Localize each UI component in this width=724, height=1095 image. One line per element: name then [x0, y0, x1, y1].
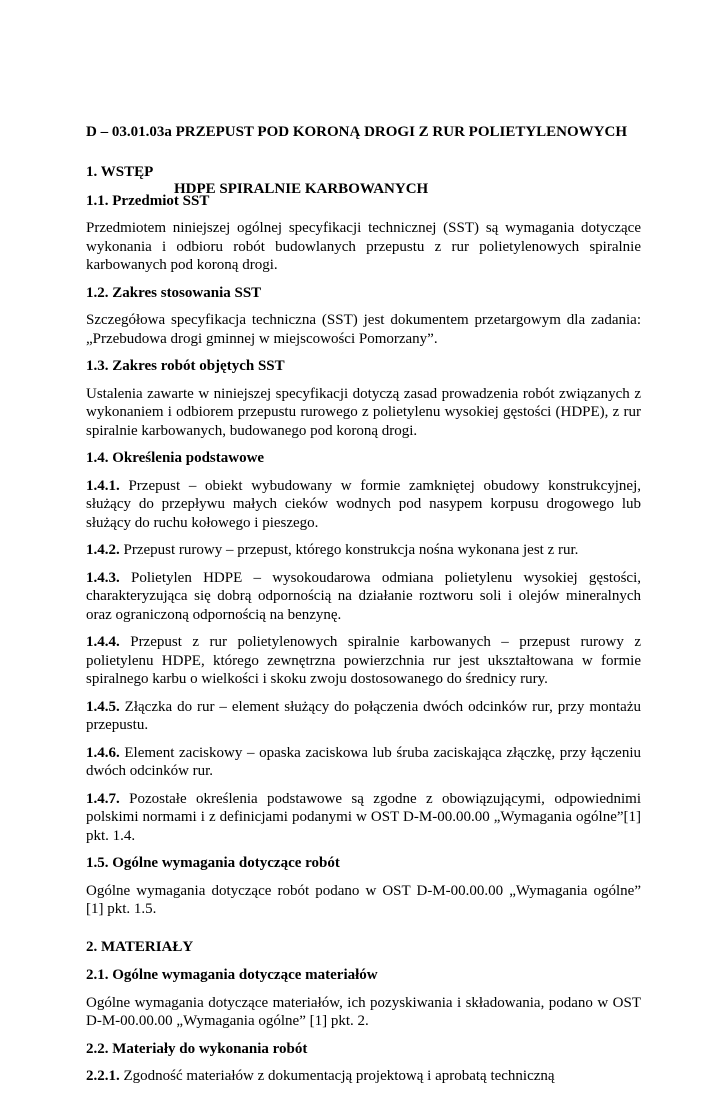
subsection-number: 2.2.1.	[86, 1068, 120, 1084]
section-2-2-1	[86, 1067, 641, 1086]
document-body	[86, 163, 641, 1095]
title-line-1: D – 03.01.03a PRZEPUST POD KORONĄ DROGI Z RUR POLIETYLENOWYCH	[86, 124, 628, 140]
definition-number: 1.4.7.	[86, 790, 120, 807]
title-line-2: HDPE SPIRALNIE KARBOWANYCH	[174, 181, 429, 197]
definition-text: Polietylen HDPE – wysokoudarowa odmiana polietylenu wysokiej gęstości, charakteryzująca się dobrą odpornością na działanie roztworu soli i olejów mineralnych oraz ograniczoną odpornością na benzynę.	[86, 569, 641, 623]
section-1-4-heading: 1.4. Określenia podstawowe	[86, 450, 265, 466]
section-1-1-text: Przedmiotem niniejszej ogólnej specyfikacji technicznej (SST) są wymagania dotyczące wykonania i odbioru robót budowlanych przepustu z rur polietylenowych spiralnie karbowanych pod koroną drogi.	[86, 220, 641, 273]
definition-number: 1.4.3.	[86, 569, 120, 586]
section-1-3-heading: 1.3. Zakres robót objętych SST	[86, 358, 285, 374]
section-1-2-heading: 1.2. Zakres stosowania SST	[86, 284, 262, 301]
definition-text: Złączka do rur – element służący do połączenia dwóch odcinków rur, przy montażu przepustu.	[86, 698, 641, 733]
definition-number: 1.4.2.	[86, 542, 120, 558]
definition-number: 1.4.5.	[86, 698, 120, 715]
definition-1-4-5	[86, 698, 641, 735]
section-1-2-text: Szczegółowa specyfikacja techniczna (SST) jest dokumentem przetargowym dla zadania: „Przebudowa drogi gminnej w miejscowości Pomorzany”.	[86, 312, 641, 347]
definition-text: Przepust z rur polietylenowych spiralnie karbowanych – przepust rurowy z polietylenu HDPE, którego zewnętrzna powierzchnia rur jest ukształtowana w formie spiralnego karbu o wielkości i skoku zwoju dostosowanego do średnicy rury.	[86, 634, 641, 687]
section-1-5-text: Ogólne wymagania dotyczące robót podano w OST D-M-00.00.00 „Wymagania ogólne” [1] pkt. 1.5.	[86, 882, 641, 917]
section-2-2-heading: 2.2. Materiały do wykonania robót	[86, 1040, 308, 1057]
definition-1-4-7	[86, 790, 641, 846]
section-1-heading: 1. WSTĘP	[86, 164, 154, 180]
definition-text: Element zaciskowy – opaska zaciskowa lub śruba zaciskająca złączkę, przy łączeniu dwóch odcinków rur.	[86, 744, 641, 779]
definition-1-4-6	[86, 744, 641, 781]
definition-text: Przepust – obiekt wybudowany w formie zamkniętej obudowy konstrukcyjnej, służący do przepływu małych cieków wodnych pod nasypem korpusu drogowego lub służący do ruchu kołowego i pieszego.	[86, 477, 641, 531]
subsection-text: Zgodność materiałów z dokumentacją projektową i aprobatą techniczną	[119, 1068, 555, 1084]
definition-number: 1.4.1.	[86, 477, 120, 494]
section-1-1-heading: 1.1. Przedmiot SST	[86, 192, 210, 209]
definition-1-4-3	[86, 569, 641, 625]
section-2-heading: 2. MATERIAŁY	[86, 938, 194, 955]
definition-1-4-2	[86, 541, 641, 560]
section-2-1-text: Ogólne wymagania dotyczące materiałów, ich pozyskiwania i składowania, podano w OST D-M-00.00.00 „Wymagania ogólne” [1] pkt. 2.	[86, 994, 641, 1029]
definition-text: Pozostałe określenia podstawowe są zgodne z obowiązującymi, odpowiednimi polskimi normami i z definicjami podanymi w OST D-M-00.00.00 „Wymagania ogólne”[1] pkt. 1.4.	[86, 790, 641, 844]
definition-number: 1.4.6.	[86, 744, 120, 761]
section-1-3-text: Ustalenia zawarte w niniejszej specyfikacji dotyczą zasad prowadzenia robót związanych z wykonaniem i odbiorem przepustu rurowego z polietylenu wysokiej gęstości (HDPE), z rur spiralnie karbowanych, budowanego pod koroną drogi.	[86, 385, 641, 439]
definition-text: Przepust rurowy – przepust, którego konstrukcja nośna wykonana jest z rur.	[119, 542, 579, 558]
section-spacer	[86, 928, 641, 938]
definition-number: 1.4.4.	[86, 634, 120, 650]
section-2-1-heading: 2.1. Ogólne wymagania dotyczące materiałów	[86, 967, 378, 983]
definition-1-4-4	[86, 633, 641, 689]
section-1-5-heading: 1.5. Ogólne wymagania dotyczące robót	[86, 855, 340, 871]
definition-1-4-1	[86, 477, 641, 533]
